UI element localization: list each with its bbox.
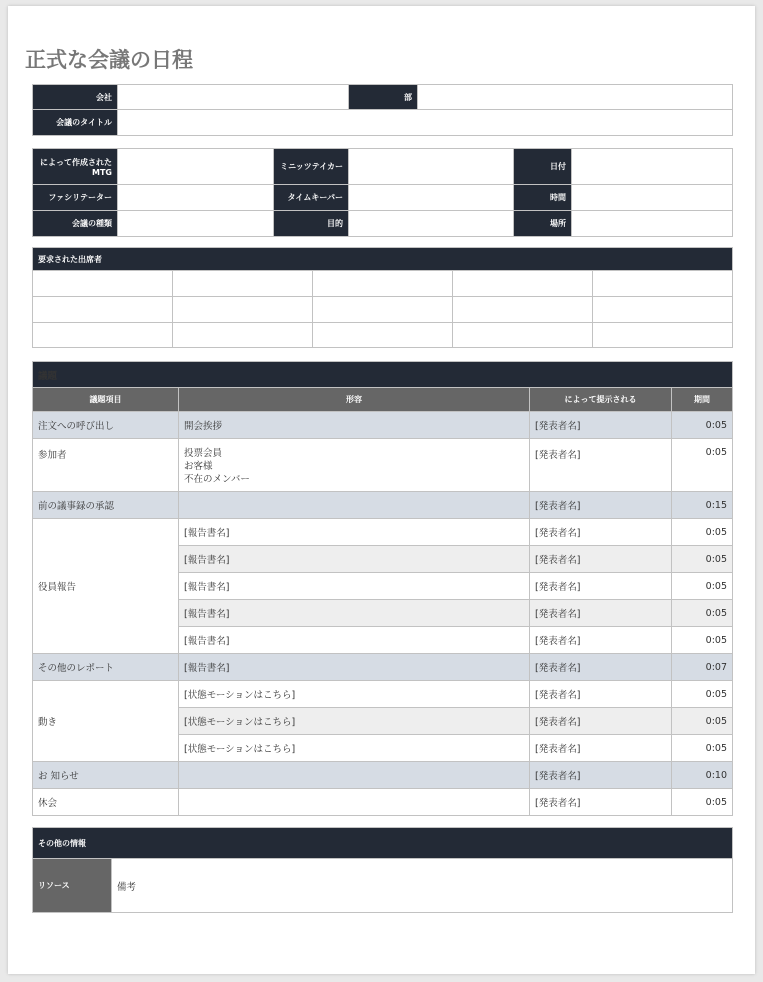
content-cell[interactable]: [報告書名]	[179, 627, 530, 654]
content-cell[interactable]	[179, 789, 530, 816]
duration-cell[interactable]: 0:05	[672, 412, 733, 439]
agenda-header: 議題	[33, 362, 733, 388]
presenter-cell[interactable]: [発表者名]	[530, 573, 672, 600]
content-cell[interactable]: 開会挨拶	[179, 412, 530, 439]
duration-cell[interactable]: 0:15	[672, 492, 733, 519]
duration-cell[interactable]: 0:05	[672, 600, 733, 627]
content-cell[interactable]: [報告書名]	[179, 654, 530, 681]
time-label: 時間	[514, 185, 572, 211]
timekeeper-field[interactable]	[349, 185, 514, 211]
item-cell: 参加者	[33, 439, 179, 492]
attendees-table	[32, 247, 733, 348]
presenter-cell[interactable]: [発表者名]	[530, 492, 672, 519]
table-row	[33, 439, 733, 492]
attendee-cell[interactable]	[33, 323, 173, 348]
presenter-cell[interactable]: [発表者名]	[530, 735, 672, 762]
duration-cell[interactable]: 0:05	[672, 439, 733, 492]
col-header-item: 議題項目	[33, 388, 179, 412]
table-row	[33, 492, 733, 519]
item-cell: 前の議事録の承認	[33, 492, 179, 519]
attendee-cell[interactable]	[593, 323, 733, 348]
content-cell[interactable]: [報告書名]	[179, 573, 530, 600]
duration-cell[interactable]: 0:05	[672, 789, 733, 816]
presenter-cell[interactable]: [発表者名]	[530, 789, 672, 816]
content-cell[interactable]: [報告書名]	[179, 600, 530, 627]
item-cell: 役員報告	[33, 519, 179, 654]
minutes-taker-label: ミニッツテイカー	[274, 149, 349, 185]
duration-cell[interactable]: 0:05	[672, 681, 733, 708]
presenter-cell[interactable]: [発表者名]	[530, 600, 672, 627]
page-title: 正式な会議の日程	[25, 47, 193, 72]
attendee-cell[interactable]	[173, 297, 313, 323]
company-field[interactable]	[118, 85, 349, 110]
table-row	[33, 681, 733, 708]
duration-cell[interactable]: 0:05	[672, 735, 733, 762]
content-line: お客様	[184, 461, 213, 472]
date-field[interactable]	[572, 149, 733, 185]
presenter-cell[interactable]: [発表者名]	[530, 439, 672, 492]
location-label: 場所	[514, 211, 572, 237]
meeting-title-field[interactable]	[118, 110, 733, 136]
meeting-info-table	[32, 84, 733, 136]
attendee-cell[interactable]	[453, 271, 593, 297]
timekeeper-label: タイムキーパー	[274, 185, 349, 211]
presenter-cell[interactable]: [発表者名]	[530, 708, 672, 735]
created-by-label: によって作成されたMTG	[33, 149, 118, 185]
attendee-cell[interactable]	[593, 271, 733, 297]
table-row	[33, 762, 733, 789]
presenter-cell[interactable]: [発表者名]	[530, 546, 672, 573]
duration-cell[interactable]: 0:05	[672, 519, 733, 546]
presenter-cell[interactable]: [発表者名]	[530, 627, 672, 654]
meeting-title-label: 会議のタイトル	[33, 110, 118, 136]
presenter-cell[interactable]: [発表者名]	[530, 681, 672, 708]
presenter-cell[interactable]: [発表者名]	[530, 412, 672, 439]
table-row	[33, 412, 733, 439]
item-cell: 休会	[33, 789, 179, 816]
item-cell: 注文への呼び出し	[33, 412, 179, 439]
purpose-field[interactable]	[349, 211, 514, 237]
col-header-content: 形容	[179, 388, 530, 412]
table-row	[33, 519, 733, 546]
agenda-table	[32, 361, 733, 816]
content-cell[interactable]: [状態モーションはこちら]	[179, 708, 530, 735]
created-by-field[interactable]	[118, 149, 274, 185]
col-header-presenter: によって提示される	[530, 388, 672, 412]
table-row	[33, 789, 733, 816]
content-line: 不在のメンバー	[184, 474, 250, 485]
duration-cell[interactable]: 0:10	[672, 762, 733, 789]
content-cell[interactable]: [報告書名]	[179, 519, 530, 546]
notes-field[interactable]: 備考	[112, 859, 733, 913]
item-cell: その他のレポート	[33, 654, 179, 681]
col-header-duration: 期間	[672, 388, 733, 412]
resources-label: リソース	[33, 859, 112, 913]
date-label: 日付	[514, 149, 572, 185]
attendee-cell[interactable]	[453, 297, 593, 323]
attendee-cell[interactable]	[313, 271, 453, 297]
duration-cell[interactable]: 0:05	[672, 708, 733, 735]
purpose-label: 目的	[274, 211, 349, 237]
content-cell[interactable]: [状態モーションはこちら]	[179, 681, 530, 708]
item-cell: 動き	[33, 681, 179, 762]
duration-cell[interactable]: 0:05	[672, 546, 733, 573]
attendee-cell[interactable]	[173, 271, 313, 297]
content-cell[interactable]	[179, 492, 530, 519]
attendee-cell[interactable]	[313, 323, 453, 348]
department-field[interactable]	[418, 85, 733, 110]
attendee-cell[interactable]	[33, 297, 173, 323]
meeting-type-field[interactable]	[118, 211, 274, 237]
content-cell[interactable]	[179, 439, 530, 492]
company-label: 会社	[33, 85, 118, 110]
presenter-cell[interactable]: [発表者名]	[530, 762, 672, 789]
meeting-type-label: 会議の種類	[33, 211, 118, 237]
presenter-cell[interactable]: [発表者名]	[530, 519, 672, 546]
attendees-header: 要求された出席者	[33, 248, 733, 271]
item-cell: お 知らせ	[33, 762, 179, 789]
content-cell[interactable]: [報告書名]	[179, 546, 530, 573]
table-row	[33, 654, 733, 681]
facilitator-label: ファシリテーター	[33, 185, 118, 211]
attendee-cell[interactable]	[173, 323, 313, 348]
facilitator-field[interactable]	[118, 185, 274, 211]
content-cell[interactable]: [状態モーションはこちら]	[179, 735, 530, 762]
attendee-cell[interactable]	[593, 297, 733, 323]
time-field[interactable]	[572, 185, 733, 211]
duration-cell[interactable]: 0:05	[672, 573, 733, 600]
attendee-cell[interactable]	[33, 271, 173, 297]
other-info-table	[32, 827, 733, 913]
other-info-header: その他の情報	[33, 828, 733, 859]
meeting-details-table	[32, 148, 733, 237]
minutes-taker-field[interactable]	[349, 149, 514, 185]
content-cell[interactable]	[179, 762, 530, 789]
presenter-cell[interactable]: [発表者名]	[530, 654, 672, 681]
department-label: 部	[349, 85, 418, 110]
duration-cell[interactable]: 0:05	[672, 627, 733, 654]
location-field[interactable]	[572, 211, 733, 237]
attendee-cell[interactable]	[453, 323, 593, 348]
duration-cell[interactable]: 0:07	[672, 654, 733, 681]
attendee-cell[interactable]	[313, 297, 453, 323]
content-line: 投票会員	[184, 448, 223, 459]
